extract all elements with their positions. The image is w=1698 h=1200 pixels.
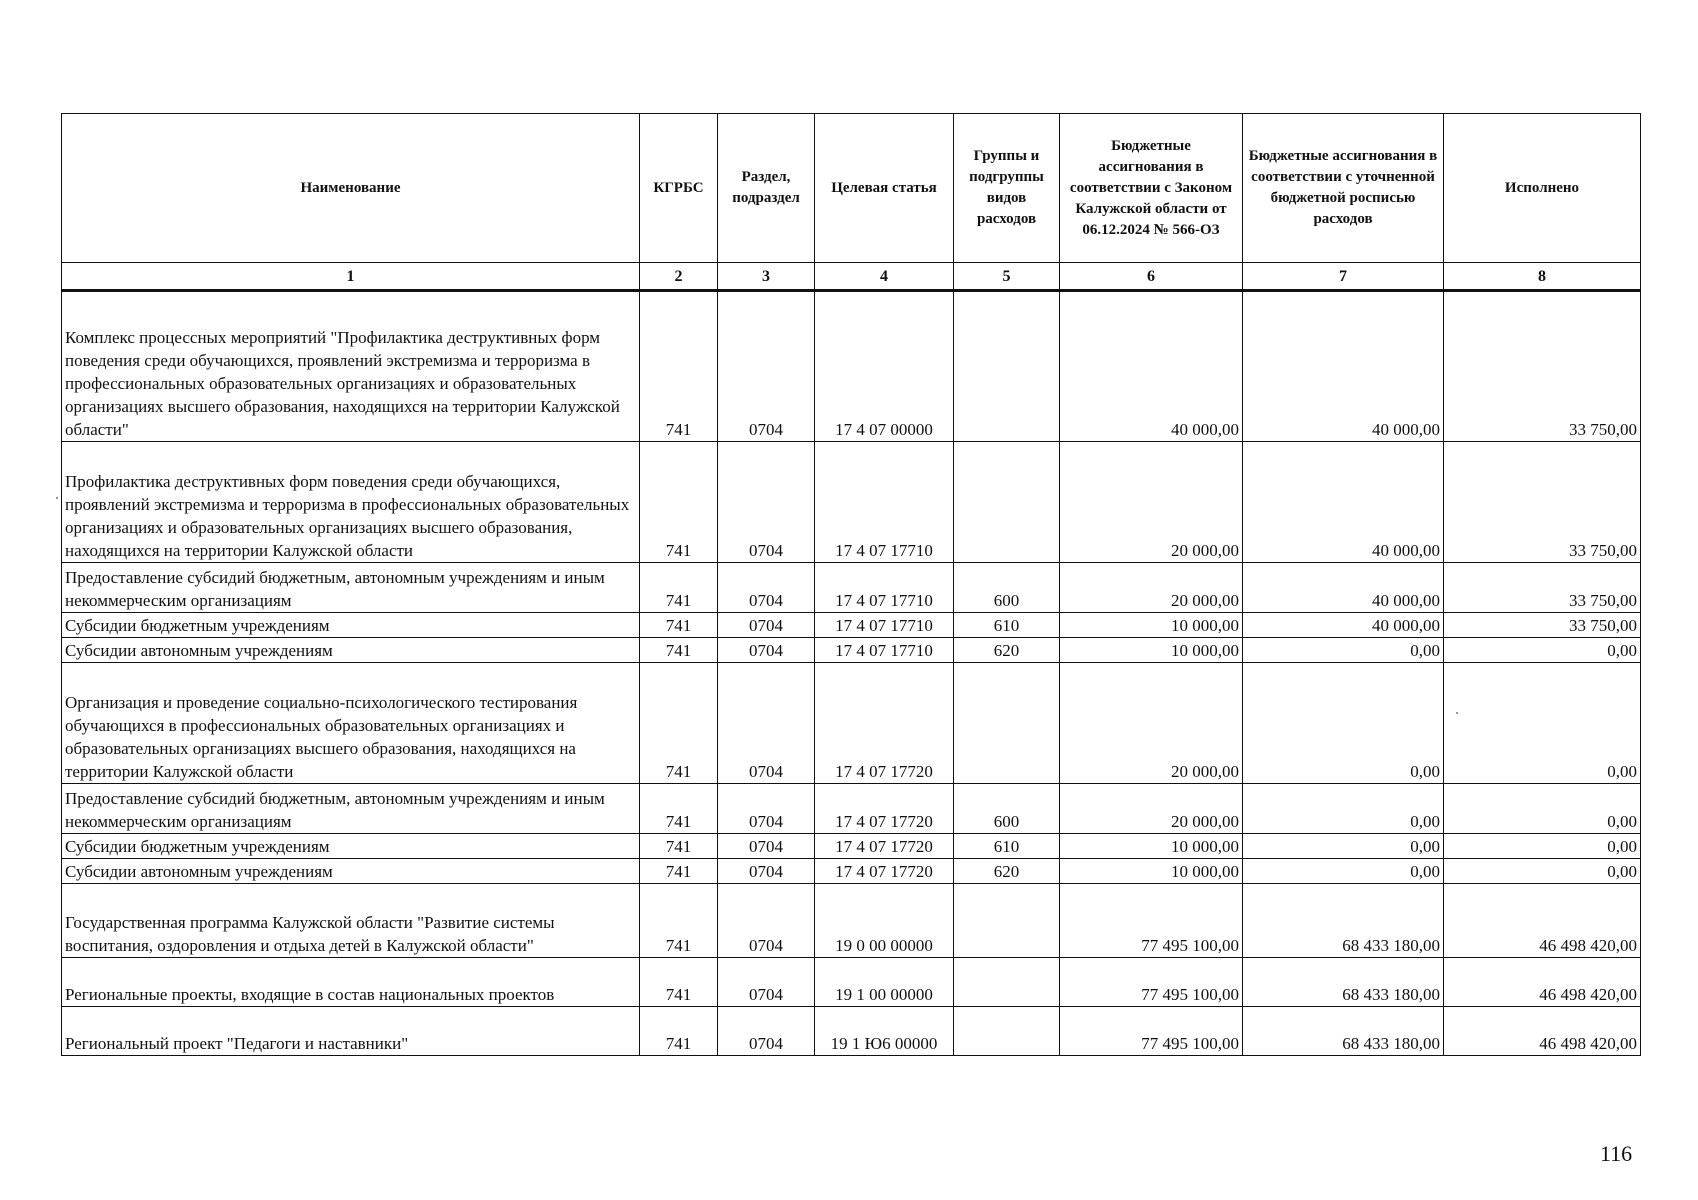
row-name: Субсидии автономным учреждениям xyxy=(62,859,640,884)
header-executed: Исполнено xyxy=(1444,114,1641,263)
row-kgrbs: 741 xyxy=(640,958,718,1007)
row-name: Комплекс процессных мероприятий "Профилактика деструктивных форм поведения среди обучающихся, проявлений экстремизма и терроризма в профессиональных образовательных организациях и образовательных организациях высшего образования, находящихся на территории Калужской области" xyxy=(62,291,640,442)
row-name: Субсидии бюджетным учреждениям xyxy=(62,613,640,638)
row-kgrbs: 741 xyxy=(640,663,718,784)
row-refined-amount: 68 433 180,00 xyxy=(1243,1007,1444,1056)
row-refined-amount: 0,00 xyxy=(1243,834,1444,859)
header-kgrbs: КГРБС xyxy=(640,114,718,263)
row-kgrbs: 741 xyxy=(640,291,718,442)
column-number-row xyxy=(62,263,1641,291)
row-group xyxy=(954,884,1060,958)
page-number: 116 xyxy=(1600,1141,1633,1166)
row-law-amount: 40 000,00 xyxy=(1060,291,1243,442)
row-kgrbs: 741 xyxy=(640,638,718,663)
table-header-row xyxy=(62,114,1641,263)
row-executed-amount: 33 750,00 xyxy=(1444,442,1641,563)
row-kgrbs: 741 xyxy=(640,834,718,859)
table-row xyxy=(62,1007,1641,1056)
row-group xyxy=(954,442,1060,563)
row-kgrbs: 741 xyxy=(640,859,718,884)
row-target: 17 4 07 17720 xyxy=(815,784,954,834)
row-executed-amount: 46 498 420,00 xyxy=(1444,958,1641,1007)
row-executed-amount: 33 750,00 xyxy=(1444,291,1641,442)
row-refined-amount: 0,00 xyxy=(1243,638,1444,663)
row-target: 17 4 07 17710 xyxy=(815,442,954,563)
row-executed-amount: 0,00 xyxy=(1444,663,1641,784)
table-row xyxy=(62,834,1641,859)
row-name: Предоставление субсидий бюджетным, автономным учреждениям и иным некоммерческим организациям xyxy=(62,784,640,834)
header-target-article: Целевая статья xyxy=(815,114,954,263)
row-group: 610 xyxy=(954,613,1060,638)
table-row xyxy=(62,613,1641,638)
row-group: 600 xyxy=(954,563,1060,613)
row-target: 17 4 07 17710 xyxy=(815,638,954,663)
row-section: 0704 xyxy=(718,859,815,884)
row-name: Профилактика деструктивных форм поведения среди обучающихся, проявлений экстремизма и терроризма в профессиональных образовательных организациях и образовательных организациях высшего образования, находящихся на территории Калужской области xyxy=(62,442,640,563)
row-kgrbs: 741 xyxy=(640,784,718,834)
row-refined-amount: 68 433 180,00 xyxy=(1243,958,1444,1007)
row-law-amount: 20 000,00 xyxy=(1060,442,1243,563)
column-number: 6 xyxy=(1060,263,1243,291)
row-group: 620 xyxy=(954,859,1060,884)
row-section: 0704 xyxy=(718,638,815,663)
row-refined-amount: 68 433 180,00 xyxy=(1243,884,1444,958)
row-executed-amount: 0,00 xyxy=(1444,784,1641,834)
row-target: 19 1 Ю6 00000 xyxy=(815,1007,954,1056)
row-kgrbs: 741 xyxy=(640,884,718,958)
row-executed-amount: 46 498 420,00 xyxy=(1444,1007,1641,1056)
row-target: 17 4 07 17720 xyxy=(815,663,954,784)
row-refined-amount: 40 000,00 xyxy=(1243,291,1444,442)
row-law-amount: 20 000,00 xyxy=(1060,563,1243,613)
header-name: Наименование xyxy=(62,114,640,263)
row-refined-amount: 40 000,00 xyxy=(1243,613,1444,638)
row-executed-amount: 0,00 xyxy=(1444,638,1641,663)
row-law-amount: 10 000,00 xyxy=(1060,859,1243,884)
row-law-amount: 77 495 100,00 xyxy=(1060,884,1243,958)
table-row xyxy=(62,442,1641,563)
row-section: 0704 xyxy=(718,442,815,563)
row-name: Субсидии бюджетным учреждениям xyxy=(62,834,640,859)
table-row xyxy=(62,958,1641,1007)
header-section: Раздел, подраздел xyxy=(718,114,815,263)
row-refined-amount: 40 000,00 xyxy=(1243,563,1444,613)
row-law-amount: 20 000,00 xyxy=(1060,663,1243,784)
row-section: 0704 xyxy=(718,958,815,1007)
row-executed-amount: 0,00 xyxy=(1444,859,1641,884)
row-section: 0704 xyxy=(718,613,815,638)
row-law-amount: 10 000,00 xyxy=(1060,613,1243,638)
table-row xyxy=(62,884,1641,958)
row-group xyxy=(954,663,1060,784)
scan-speck xyxy=(1456,712,1458,714)
column-number: 3 xyxy=(718,263,815,291)
row-executed-amount: 33 750,00 xyxy=(1444,563,1641,613)
header-refined-allocations: Бюджетные ассигнования в соответствии с уточненной бюджетной росписью расходов xyxy=(1243,114,1444,263)
row-kgrbs: 741 xyxy=(640,613,718,638)
row-law-amount: 77 495 100,00 xyxy=(1060,1007,1243,1056)
row-kgrbs: 741 xyxy=(640,442,718,563)
row-law-amount: 10 000,00 xyxy=(1060,638,1243,663)
row-executed-amount: 0,00 xyxy=(1444,834,1641,859)
row-law-amount: 20 000,00 xyxy=(1060,784,1243,834)
row-target: 17 4 07 17720 xyxy=(815,834,954,859)
row-refined-amount: 40 000,00 xyxy=(1243,442,1444,563)
row-target: 19 1 00 00000 xyxy=(815,958,954,1007)
row-section: 0704 xyxy=(718,834,815,859)
row-group: 610 xyxy=(954,834,1060,859)
row-law-amount: 77 495 100,00 xyxy=(1060,958,1243,1007)
row-section: 0704 xyxy=(718,784,815,834)
header-law-allocations: Бюджетные ассигнования в соответствии с Законом Калужской области от 06.12.2024 № 566-ОЗ xyxy=(1060,114,1243,263)
row-section: 0704 xyxy=(718,663,815,784)
column-number: 4 xyxy=(815,263,954,291)
row-kgrbs: 741 xyxy=(640,1007,718,1056)
row-name: Организация и проведение социально-психологического тестирования обучающихся в профессиональных образовательных организациях и образовательных организациях высшего образования, находящихся на территории Калужской области xyxy=(62,663,640,784)
scan-speck xyxy=(56,497,58,499)
row-group xyxy=(954,958,1060,1007)
row-group xyxy=(954,1007,1060,1056)
table-row xyxy=(62,638,1641,663)
table-row xyxy=(62,563,1641,613)
row-executed-amount: 33 750,00 xyxy=(1444,613,1641,638)
row-section: 0704 xyxy=(718,563,815,613)
row-section: 0704 xyxy=(718,1007,815,1056)
row-section: 0704 xyxy=(718,884,815,958)
row-target: 17 4 07 17720 xyxy=(815,859,954,884)
table-row xyxy=(62,663,1641,784)
row-group: 620 xyxy=(954,638,1060,663)
header-expense-group: Группы и подгруппы видов расходов xyxy=(954,114,1060,263)
budget-table xyxy=(61,113,1641,1056)
row-name: Субсидии автономным учреждениям xyxy=(62,638,640,663)
row-name: Региональный проект "Педагоги и наставники" xyxy=(62,1007,640,1056)
row-kgrbs: 741 xyxy=(640,563,718,613)
row-group: 600 xyxy=(954,784,1060,834)
row-group xyxy=(954,291,1060,442)
column-number: 5 xyxy=(954,263,1060,291)
row-target: 17 4 07 00000 xyxy=(815,291,954,442)
row-refined-amount: 0,00 xyxy=(1243,784,1444,834)
column-number: 8 xyxy=(1444,263,1641,291)
table-row xyxy=(62,291,1641,442)
table-row xyxy=(62,784,1641,834)
row-law-amount: 10 000,00 xyxy=(1060,834,1243,859)
row-target: 17 4 07 17710 xyxy=(815,613,954,638)
column-number: 1 xyxy=(62,263,640,291)
row-target: 17 4 07 17710 xyxy=(815,563,954,613)
column-number: 7 xyxy=(1243,263,1444,291)
row-refined-amount: 0,00 xyxy=(1243,859,1444,884)
row-name: Предоставление субсидий бюджетным, автономным учреждениям и иным некоммерческим организациям xyxy=(62,563,640,613)
row-name: Государственная программа Калужской области "Развитие системы воспитания, оздоровления и отдыха детей в Калужской области" xyxy=(62,884,640,958)
column-number: 2 xyxy=(640,263,718,291)
table-row xyxy=(62,859,1641,884)
row-target: 19 0 00 00000 xyxy=(815,884,954,958)
row-refined-amount: 0,00 xyxy=(1243,663,1444,784)
row-section: 0704 xyxy=(718,291,815,442)
row-name: Региональные проекты, входящие в состав национальных проектов xyxy=(62,958,640,1007)
row-executed-amount: 46 498 420,00 xyxy=(1444,884,1641,958)
